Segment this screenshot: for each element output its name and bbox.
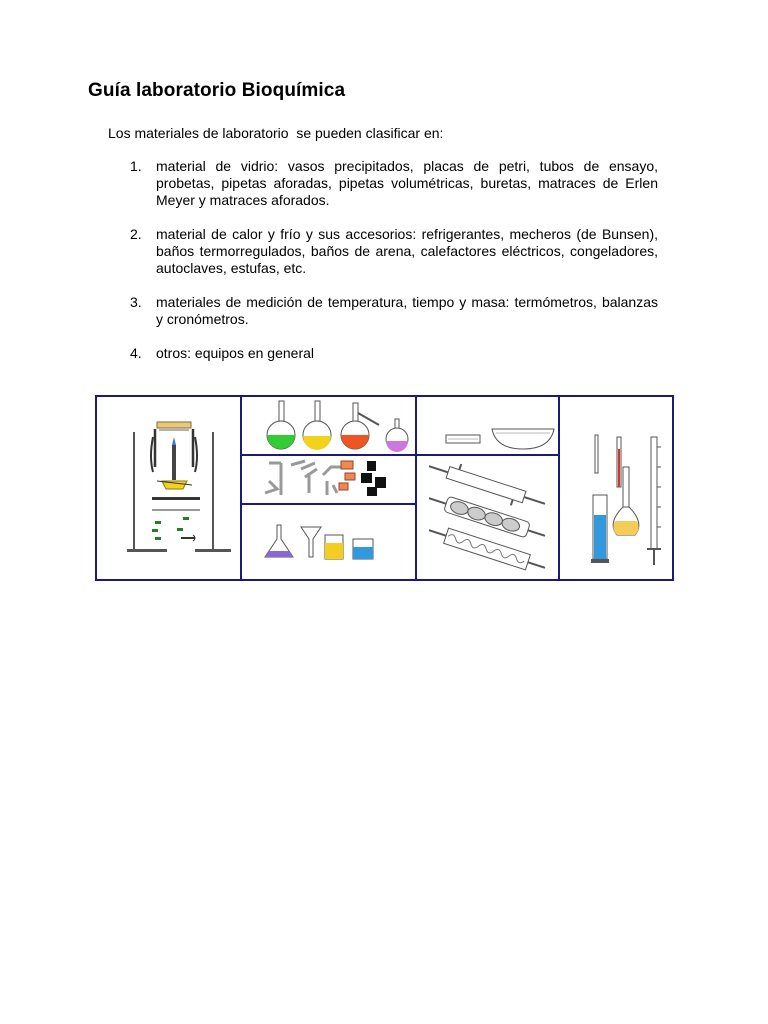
stand-burner-panel: [97, 397, 240, 579]
stand-burner-illustration: [97, 397, 240, 579]
condensers-illustration: [416, 455, 558, 579]
dishes-panel: [416, 397, 558, 454]
page-title: Guía laboratorio Bioquímica: [88, 80, 346, 101]
list-item: 4. otros: equipos en general: [130, 345, 314, 361]
intro-text: Los materiales de laboratorio se pueden clasificar en:: [108, 125, 444, 141]
dishes-illustration: [416, 397, 558, 454]
materials-list: [130, 158, 658, 379]
list-item: 2. material de calor y frío y sus accesorios: refrigerantes, mecheros (de Bunsen), baños termorregulados, baños de arena, calefactores eléctricos, congeladores, autoclaves, estufas, etc.: [130, 226, 658, 276]
lab-equipment-figure: [95, 395, 674, 581]
erlenmeyer-beakers-panel: [241, 505, 415, 579]
round-flasks-illustration: [241, 397, 415, 454]
round-flasks-panel: [241, 397, 415, 454]
measuring-panel: [559, 397, 672, 579]
list-item: 1. material de vidrio: vasos precipitados, placas de petri, tubos de ensayo, probetas, pipetas aforadas, pipetas volumétricas, buretas, matraces de Erlen Meyer y matraces aforados.: [130, 158, 658, 208]
measuring-illustration: [559, 397, 672, 579]
tubes-stoppers-panel: [241, 455, 415, 503]
condensers-panel: [416, 455, 558, 579]
list-item: 3. materiales de medición de temperatura, tiempo y masa: termómetros, balanzas y cronómetros.: [130, 294, 658, 327]
erlenmeyer-beakers-illustration: [241, 505, 415, 579]
tubes-stoppers-illustration: [241, 455, 415, 503]
